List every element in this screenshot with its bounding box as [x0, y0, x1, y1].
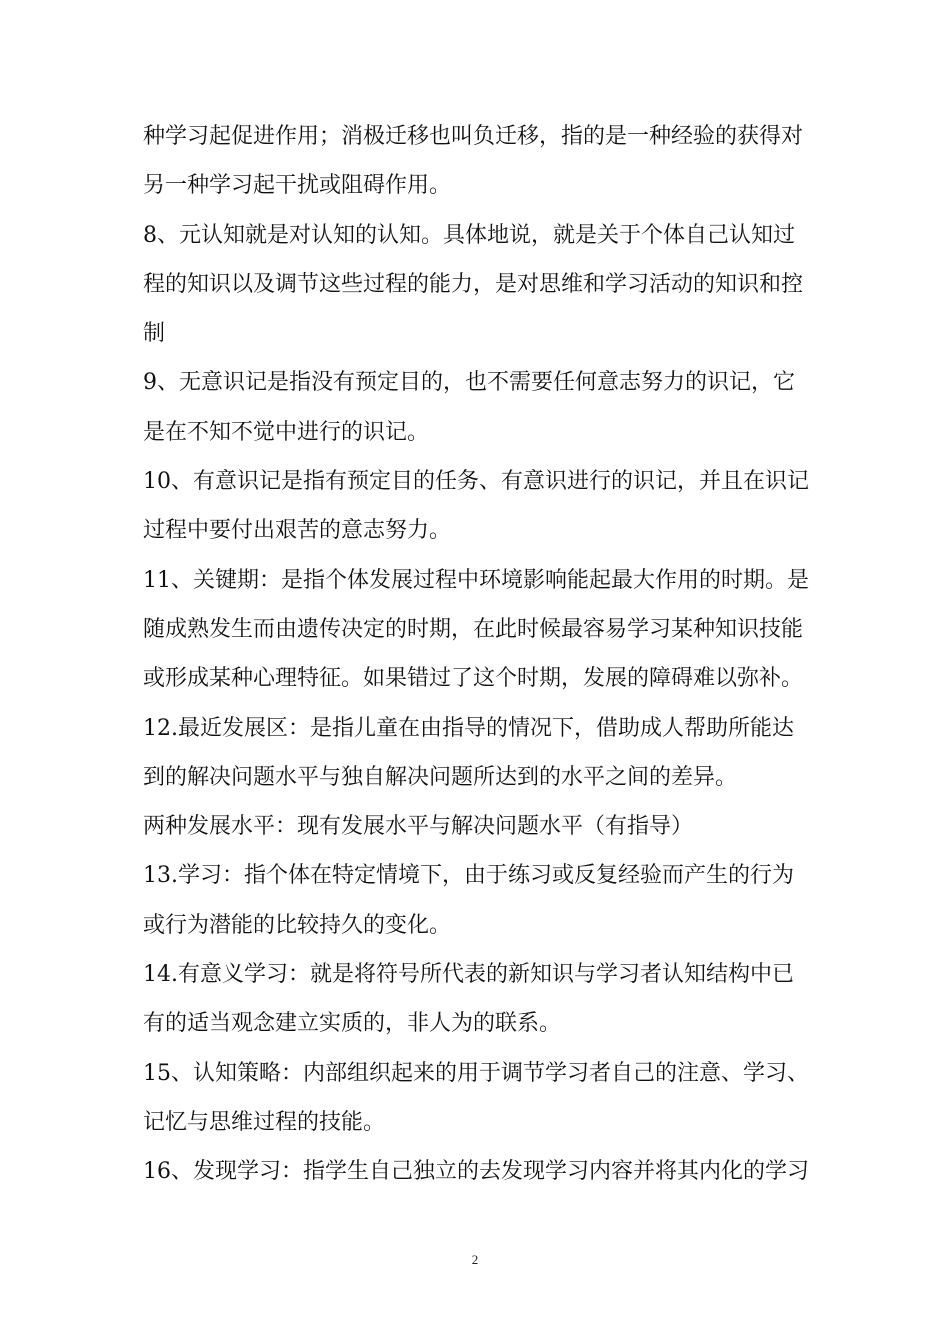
- text-line: 10、有意识记是指有预定目的任务、有意识进行的识记，并且在识记: [143, 469, 809, 495]
- text-line: 是在不知不觉中进行的识记。: [143, 419, 430, 445]
- text-line: 种学习起促进作用；消极迁移也叫负迁移，指的是一种经验的获得对: [143, 124, 804, 149]
- text-line: 过程中要付出艰苦的意志努力。: [143, 518, 452, 544]
- text-line: 9、无意识记是指没有预定目的，也不需要任何意志努力的识记，它: [143, 370, 795, 396]
- text-line: 记忆与思维过程的技能。: [143, 1109, 386, 1135]
- text-line: 或行为潜能的比较持久的变化。: [143, 912, 452, 938]
- text-line: 两种发展水平：现有发展水平与解决问题水平（有指导）: [143, 814, 694, 840]
- text-line: 13.学习：指个体在特定情境下，由于练习或反复经验而产生的行为: [143, 863, 794, 889]
- body-text: [143, 112, 809, 1197]
- page-number: 2: [471, 1252, 479, 1267]
- text-line: 有的适当观念建立实质的，非人为的联系。: [143, 1011, 562, 1037]
- text-line: 程的知识以及调节这些过程的能力，是对思维和学习活动的知识和控: [143, 271, 804, 297]
- text-line: 15、认知策略：内部组织起来的用于调节学习者自己的注意、学习、: [143, 1060, 809, 1086]
- text-line: 到的解决问题水平与独自解决问题所达到的水平之间的差异。: [143, 764, 738, 790]
- text-line: 11、关键期：是指个体发展过程中环境影响能起最大作用的时期。是: [143, 567, 809, 593]
- text-line: 或形成某种心理特征。如果错过了这个时期，发展的障碍难以弥补。: [143, 666, 804, 692]
- text-line: 8、元认知就是对认知的认知。具体地说，就是关于个体自己认知过: [143, 222, 795, 248]
- text-line: 14.有意义学习：就是将符号所代表的新知识与学习者认知结构中已: [143, 962, 794, 988]
- text-line: 16、发现学习：指学生自己独立的去发现学习内容并将其内化的学习: [143, 1159, 809, 1185]
- text-line: 另一种学习起干扰或阻碍作用。: [143, 173, 452, 199]
- text-line: 12.最近发展区：是指儿童在由指导的情况下，借助成人帮助所能达: [143, 715, 794, 741]
- text-line: 制: [143, 321, 166, 347]
- text-line: 随成熟发生而由遗传决定的时期，在此时候最容易学习某种知识技能: [143, 616, 804, 642]
